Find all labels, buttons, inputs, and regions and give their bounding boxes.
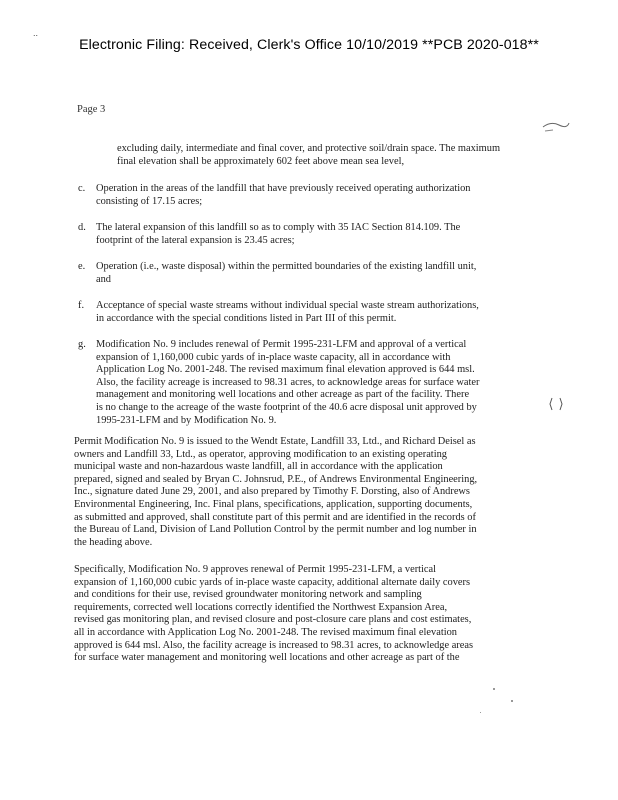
text-line: Environmental Engineering, Inc. Final plans, specifications, application, supporting documents, [74, 498, 473, 510]
item-label-f: f. [78, 300, 85, 311]
item-label-e: e. [78, 261, 86, 272]
permit-issuance-paragraph [74, 436, 534, 549]
text-line: municipal waste and non-hazardous waste landfill, all in accordance with the application [74, 461, 443, 473]
text-line: management and monitoring well locations and other acreage as part of the facility. There [96, 389, 470, 401]
text-line: prepared, signed and sealed by Bryan C. Johnsrud, P.E., of Andrews Environmental Engineering, [74, 473, 478, 485]
scan-speck [511, 700, 513, 702]
list-item-d [96, 222, 524, 247]
text-line: consisting of 17.15 acres; [96, 195, 203, 207]
list-item-c [96, 183, 524, 208]
text-line: as submitted and approved, shall constitute part of this permit and are identified in the records of [74, 511, 476, 523]
text-line: is no change to the acreage of the waste footprint of the 40.6 acre disposal unit approved by [96, 401, 477, 413]
text-line: and [96, 273, 112, 285]
text-line: Also, the facility acreage is increased to 98.31 acres, to acknowledge areas for surface water [96, 376, 480, 388]
text-line: Modification No. 9 includes renewal of Permit 1995-231-LFM and approval of a vertical [96, 339, 467, 350]
scan-speck [493, 688, 495, 690]
text-line: the heading above. [74, 536, 153, 548]
text-line: Specifically, Modification No. 9 approves renewal of Permit 1995-231-LFM, a vertical [74, 564, 437, 575]
list-item-e [96, 261, 524, 286]
item-label-d: d. [78, 222, 86, 233]
corner-mark: .. [33, 28, 39, 38]
text-line: Permit Modification No. 9 is issued to the Wendt Estate, Landfill 33, Ltd., and Richard Deisel as [74, 436, 476, 447]
text-line: expansion of 1,160,000 cubic yards of in-place waste capacity, additional alternate daily covers [74, 576, 471, 588]
text-line: Acceptance of special waste streams without individual special waste stream authorizations, [96, 300, 479, 311]
text-line: Operation in the areas of the landfill that have previously received operating authorization [96, 183, 471, 194]
item-label-g: g. [78, 339, 86, 350]
margin-mark-graphic [541, 117, 571, 135]
continuation-text [117, 143, 537, 168]
text-line: owners and Landfill 33, Ltd., as operator, approving modification to an existing operating [74, 448, 447, 460]
list-item-f [96, 300, 524, 325]
text-line: and conditions for their use, revised groundwater monitoring network and sampling [74, 589, 422, 601]
text-line: Application Log No. 2001-248. The revised maximum final elevation approved is 644 msl. [96, 364, 475, 376]
filing-stamp-header: Electronic Filing: Received, Clerk's Office 10/10/2019 **PCB 2020-018** [79, 37, 539, 53]
text-line: the Bureau of Land, Division of Land Pollution Control by the permit number and log number in [74, 524, 477, 536]
text-line: approved is 644 msl. Also, the facility acreage is increased to 98.31 acres, to acknowledge areas [74, 639, 474, 651]
text-line: requirements, corrected well locations correctly identified the Northwest Expansion Area, [74, 601, 448, 613]
text-line: for surface water management and monitoring well locations and other acreage as part of the [74, 652, 460, 664]
scan-speck [480, 712, 481, 713]
text-line: Inc., signature dated June 29, 2001, and also prepared by Timothy F. Dorsting, also of Andrews [74, 486, 470, 498]
margin-bracket-graphic [548, 396, 566, 412]
modification-specifics-paragraph [74, 564, 534, 665]
text-line: final elevation shall be approximately 602 feet above mean sea level, [117, 155, 405, 167]
page-number: Page 3 [77, 104, 106, 115]
text-line: excluding daily, intermediate and final cover, and protective soil/drain space. The maximum [117, 143, 501, 154]
list-item-g [96, 339, 524, 427]
text-line: 1995-231-LFM and by Modification No. 9. [96, 414, 277, 426]
text-line: footprint of the lateral expansion is 23.45 acres; [96, 234, 295, 246]
text-line: Operation (i.e., waste disposal) within the permitted boundaries of the existing landfill unit, [96, 261, 477, 272]
text-line: all in accordance with Application Log No. 2001-248. The revised maximum final elevation [74, 626, 458, 638]
text-line: expansion of 1,160,000 cubic yards of in-place waste capacity, all in accordance with [96, 351, 451, 363]
text-line: The lateral expansion of this landfill so as to comply with 35 IAC Section 814.109. The [96, 222, 461, 233]
text-line: in accordance with the special conditions listed in Part III of this permit. [96, 312, 397, 324]
text-line: revised gas monitoring plan, and revised closure and post-closure care plans and cost estimates, [74, 614, 472, 626]
item-label-c: c. [78, 183, 86, 194]
